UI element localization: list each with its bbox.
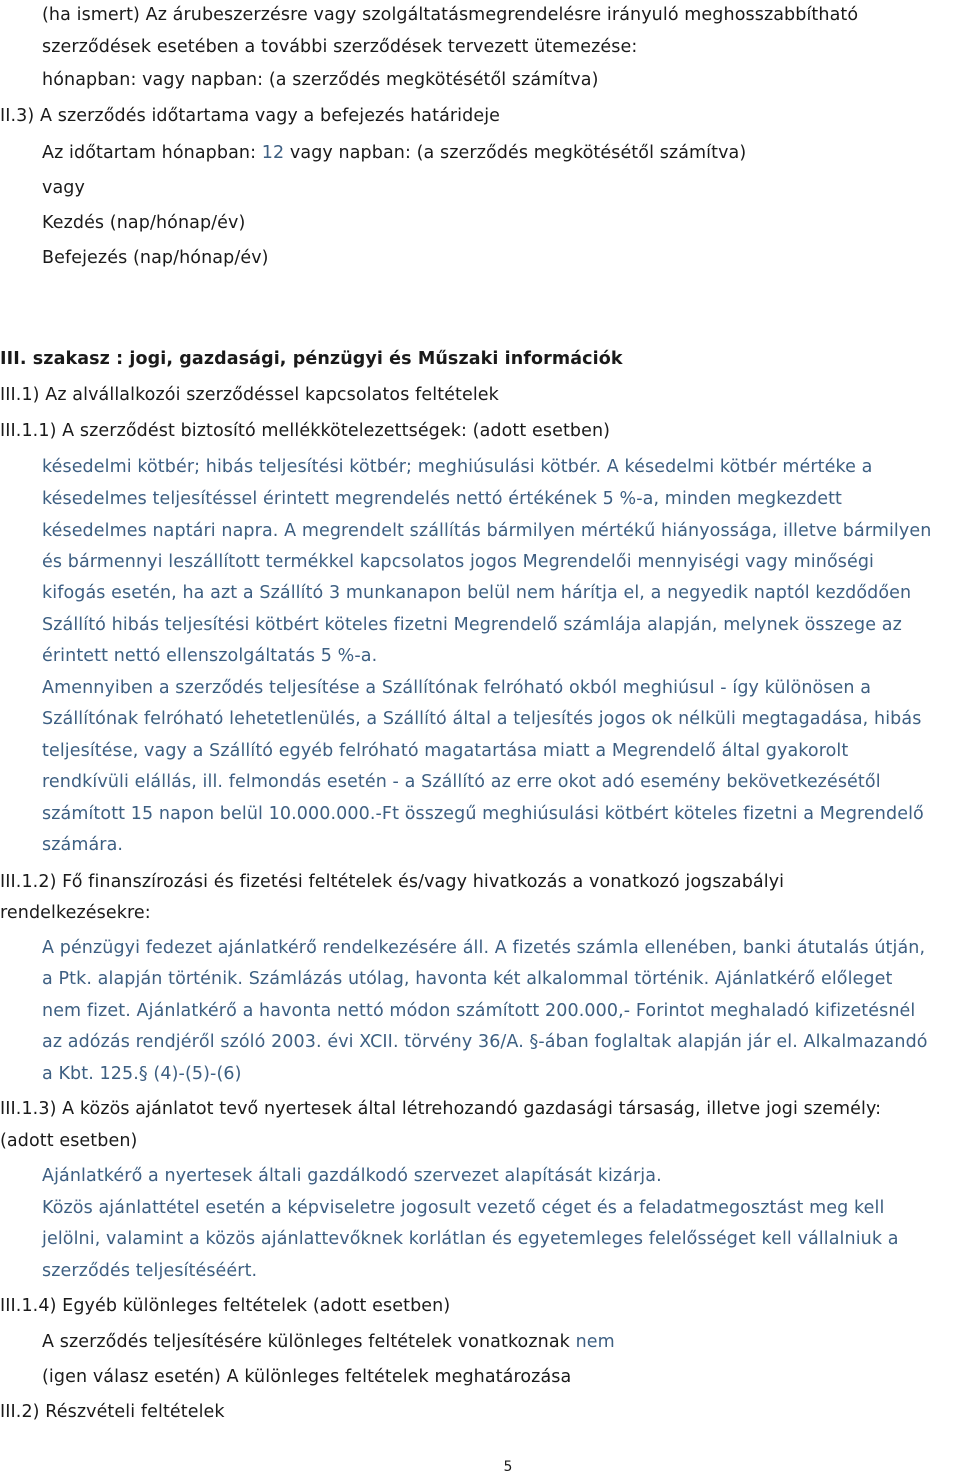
text-line: A szerződés teljesítésére különleges feltételek vonatkoznak nem <box>42 1332 615 1352</box>
filled-text-line: érintett nettó ellenszolgáltatás 5 %-a. <box>42 646 378 666</box>
filled-value: 12 <box>261 143 285 163</box>
filled-text-line: Amennyiben a szerződés teljesítése a Szállítónak felróható okból meghiúsul - így különösen a <box>42 678 872 698</box>
filled-text-line: és bármennyi leszállított termékkel kapcsolatos jogos Megrendelői mennyiségi vagy minőségi <box>42 552 875 572</box>
filled-text-line: Ajánlatkérő a nyertesek általi gazdálkodó szervezet alapítását kizárja. <box>42 1166 662 1186</box>
filled-text-line: számára. <box>42 835 124 855</box>
text-line: vagy <box>42 178 85 198</box>
filled-text-line: A pénzügyi fedezet ajánlatkérő rendelkezésére áll. A fizetés számla ellenében, banki átutalás útján, <box>42 938 926 958</box>
filled-text-line: Szállító hibás teljesítési kötbért köteles fizetni Megrendelő számlája alapján, melynek összege az <box>42 615 902 635</box>
text-line: (ha ismert) Az árubeszerzésre vagy szolgáltatásmegrendelésre irányuló meghosszabbítható <box>42 5 859 25</box>
page-number: 5 <box>503 1459 513 1475</box>
filled-text-line: az adózás rendjéről szóló 2003. évi XCII. törvény 36/A. §-ában foglaltak alapján jár el. Alkalmazandó <box>42 1032 928 1052</box>
section-heading: III.1.2) Fő finanszírozási és fizetési feltételek és/vagy hivatkozás a vonatkozó jogszabályi <box>0 872 785 892</box>
filled-text-line: Szállítónak felróható lehetetlenülés, a Szállító által a teljesítés jogos ok nélküli megtagadása, hibás <box>42 709 922 729</box>
filled-text-line: kifogás esetén, ha azt a Szállító 3 munkanapon belül nem hárítja el, a negyedik naptól kezdődően <box>42 583 912 603</box>
section-heading: III.1) Az alvállalkozói szerződéssel kapcsolatos feltételek <box>0 385 499 405</box>
section-heading: III.2) Részvételi feltételek <box>0 1402 225 1422</box>
section-heading: rendelkezésekre: <box>0 903 151 923</box>
section-heading: III.1.4) Egyéb különleges feltételek (adott esetben) <box>0 1296 451 1316</box>
part-heading: III. szakasz : jogi, gazdasági, pénzügyi és Műszaki információk <box>0 349 623 369</box>
section-heading: II.3) A szerződés időtartama vagy a befejezés határideje <box>0 106 501 126</box>
section-heading: (adott esetben) <box>0 1131 138 1151</box>
filled-text-line: késedelmes naptári napra. A megrendelt szállítás bármilyen mértékű hiányossága, illetve bármilyen <box>42 521 932 541</box>
section-heading: III.1.1) A szerződést biztosító mellékkötelezettségek: (adott esetben) <box>0 421 611 441</box>
text-line: hónapban: vagy napban: (a szerződés megkötésétől számítva) <box>42 70 599 90</box>
text-line: (igen válasz esetén) A különleges feltételek meghatározása <box>42 1367 572 1387</box>
filled-text-line: számított 15 napon belül 10.000.000.-Ft összegű meghiúsulási kötbért köteles fizetni a Megrendelő <box>42 804 924 824</box>
filled-text-line: késedelmi kötbér; hibás teljesítési kötbér; meghiúsulási kötbér. A késedelmi kötbér mértéke a <box>42 457 873 477</box>
text-line: Az időtartam hónapban: 12 vagy napban: (a szerződés megkötésétől számítva) <box>42 143 747 163</box>
filled-text-line: rendkívüli elállás, ill. felmondás esetén - a Szállító az erre okot adó esemény bekövetkezésétől <box>42 772 881 792</box>
filled-text-line: teljesítése, vagy a Szállító egyéb felróható magatartása miatt a Megrendelő által gyakorolt <box>42 741 849 761</box>
filled-text-line: a Kbt. 125.§ (4)-(5)-(6) <box>42 1064 242 1084</box>
filled-text-line: a Ptk. alapján történik. Számlázás utólag, havonta két alkalommal történik. Ajánlatkérő előleget <box>42 969 893 989</box>
text-line: Befejezés (nap/hónap/év) <box>42 248 269 268</box>
filled-value: nem <box>575 1332 615 1352</box>
filled-text-line: nem fizet. Ajánlatkérő a havonta nettó módon számított 200.000,- Forintot meghaladó kifizetésnél <box>42 1001 916 1021</box>
filled-text-line: szerződés teljesítéséért. <box>42 1261 258 1281</box>
section-heading: III.1.3) A közös ajánlatot tevő nyertesek által létrehozandó gazdasági társaság, illetve jogi személy: <box>0 1099 882 1119</box>
filled-text-line: késedelmes teljesítéssel érintett megrendelés nettó értékének 5 %-a, minden megkezdett <box>42 489 843 509</box>
filled-text-line: Közös ajánlattétel esetén a képviseletre jogosult vezető céget és a feladatmegosztást meg kell <box>42 1198 885 1218</box>
filled-text-line: jelölni, valamint a közös ajánlattevőknek korlátlan és egyetemleges felelősséget kell vállalniuk a <box>42 1229 899 1249</box>
text-line: szerződések esetében a további szerződések tervezett ütemezése: <box>42 37 638 57</box>
text-line: Kezdés (nap/hónap/év) <box>42 213 246 233</box>
